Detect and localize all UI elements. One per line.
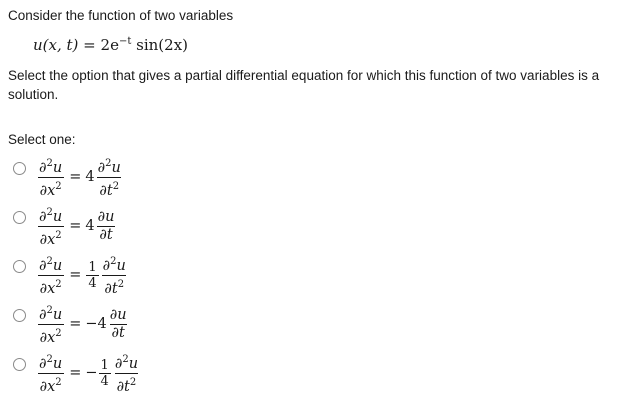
formula-equals: = [83, 36, 96, 54]
option-c-equation: $\frac{\partial^2u}{\partial x^2}$ = $\frac{1}{4}$ $\frac{\partial^2u}{\partial t^2}$ [39, 255, 126, 297]
option-e-radio[interactable] [13, 358, 26, 371]
formula-sine: sin(2x) [136, 36, 189, 54]
function-formula [33, 36, 188, 54]
question-intro: Consider the function of two variables [8, 8, 234, 23]
option-b-radio[interactable] [13, 211, 26, 224]
question-prompt: Select the option that gives a partial differential equation for which this function of two variables is a solution. [8, 68, 600, 102]
option-b[interactable] [10, 203, 240, 249]
option-d-equation: $\frac{\partial^2u}{\partial x^2}$ = −4 $\frac{\partial u}{\partial t}$ [39, 304, 127, 346]
formula-coef: 2e [100, 36, 119, 54]
option-e-equation: $\frac{\partial^2u}{\partial x^2}$ = − $\frac{1}{4}$ $\frac{\partial^2u}{\partial t^2}$ [39, 353, 139, 395]
option-d[interactable] [10, 301, 240, 347]
option-a-radio[interactable] [13, 162, 26, 175]
option-a[interactable] [10, 154, 240, 200]
option-c-radio[interactable] [13, 260, 26, 273]
option-a-equation: $\frac{\partial^2u}{\partial x^2}$ = 4 $\frac{\partial^2u}{\partial t^2}$ [39, 157, 121, 199]
option-c[interactable] [10, 252, 240, 298]
option-b-equation: $\frac{\partial^2u}{\partial x^2}$ = 4 $\frac{\partial u}{\partial t}$ [39, 206, 115, 248]
select-one-label: Select one: [8, 132, 76, 147]
option-d-radio[interactable] [13, 309, 26, 322]
formula-lhs: u(x, t) [33, 36, 79, 54]
formula-exponent: −t [118, 36, 132, 47]
option-e[interactable] [10, 350, 240, 396]
